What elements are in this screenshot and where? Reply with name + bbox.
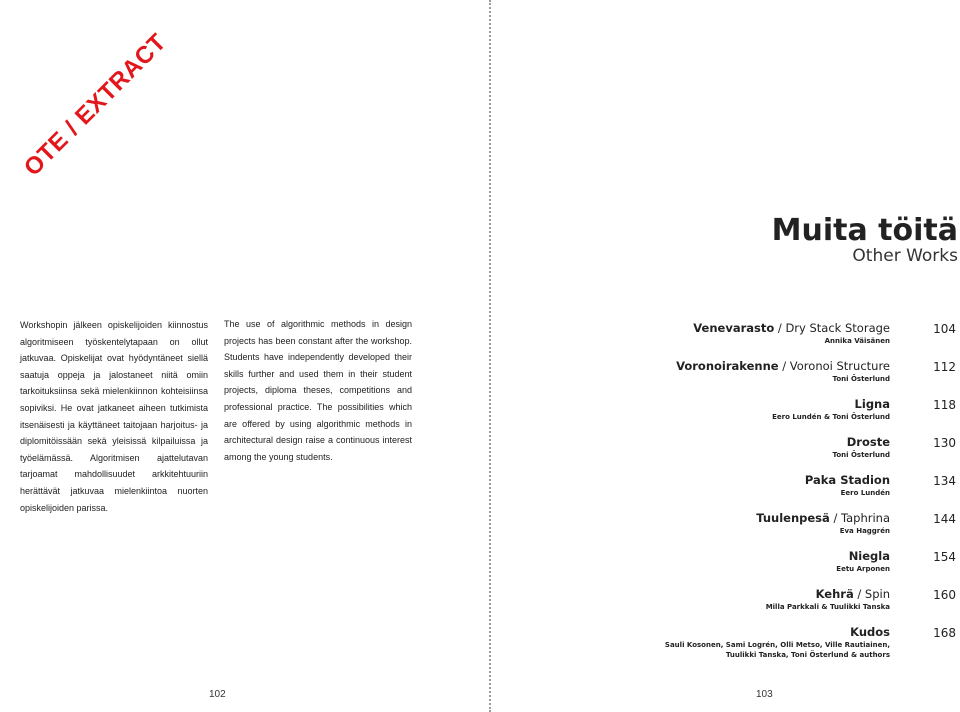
toc-page-number: 118 <box>933 398 956 412</box>
toc-title-finnish: Kehrä <box>815 587 854 601</box>
toc-entry-title: Kehrä / Spin <box>815 587 890 601</box>
toc-entry[interactable] <box>640 359 958 399</box>
toc-page-number: 112 <box>933 360 956 374</box>
toc-authors: Eetu Arponen <box>836 565 890 573</box>
body-text-finnish: Workshopin jälkeen opiskelijoiden kiinnostus algoritmiseen työskentelytapaan on ollut jatkuvaa. Opiskelijat ovat hyödyntäneet siellä saatuja oppeja ja jalostaneet niitä omiin tarkoituksiinsa sekä mielenkiinnon kohteisiinsa sopiviksi. He ovat jatkaneet aiheen tutkimista itsenäisesti ja käyttäneet taitojaan harjoitus- ja diplomitöissään sekä yleisissä kilpailuissa ja työelämässä. Algoritmisen ajattelutavan tarjoamat mahdollisuudet arkkitehtuuriin herättävät jatkuvaa mielenkiintoa nuorten opiskelijoiden parissa. <box>20 320 208 513</box>
page-spine-divider <box>489 0 491 712</box>
toc-page-number: 144 <box>933 512 956 526</box>
toc-title-english: Dry Stack Storage <box>785 321 890 335</box>
toc-title-finnish: Kudos <box>850 625 890 639</box>
toc-entry[interactable] <box>640 549 958 589</box>
toc-authors: Sauli Kosonen, Sami Logrén, Olli Metso, Ville Rautiainen, Tuulikki Tanska, Toni Österlund & authors <box>664 641 890 659</box>
toc-authors: Eero Lundén <box>840 489 890 497</box>
toc-page-number: 130 <box>933 436 956 450</box>
toc-entry-title <box>850 625 890 639</box>
section-title-english: Other Works <box>852 246 958 266</box>
toc-title-finnish: Ligna <box>854 397 890 411</box>
toc-page-number: 104 <box>933 322 956 336</box>
toc-page-number: 154 <box>933 550 956 564</box>
toc-entry[interactable] <box>640 397 958 437</box>
toc-entry-title <box>805 473 890 487</box>
toc-entry[interactable] <box>640 625 958 665</box>
toc-title-finnish: Niegla <box>848 549 890 563</box>
toc-authors: Toni Österlund <box>832 375 890 383</box>
toc-entry[interactable] <box>640 321 958 361</box>
toc-entry-title: Voronoirakenne / Voronoi Structure <box>676 359 890 373</box>
extract-stamp: OTE / EXTRACT <box>18 28 172 182</box>
toc-title-finnish: Voronoirakenne <box>676 359 779 373</box>
toc-entry[interactable] <box>640 587 958 627</box>
toc-entry[interactable] <box>640 473 958 513</box>
toc-page-number: 168 <box>933 626 956 640</box>
toc-entry[interactable] <box>640 435 958 475</box>
toc-authors: Milla Parkkali & Tuulikki Tanska <box>765 603 890 611</box>
toc-title-english: Spin <box>864 587 890 601</box>
toc-entry-title: Venevarasto / Dry Stack Storage <box>693 321 890 335</box>
toc-entry-title <box>849 549 890 563</box>
toc-authors: Eva Haggrén <box>839 527 890 535</box>
toc-title-finnish: Venevarasto <box>693 321 775 335</box>
page-number-right: 103 <box>756 689 773 700</box>
toc-authors: Eero Lundén & Toni Österlund <box>772 413 890 421</box>
page-number-left: 102 <box>209 689 226 700</box>
section-title-finnish: Muita töitä <box>771 213 958 248</box>
toc-entry-title: Tuulenpesä / Taphrina <box>756 511 890 525</box>
toc-page-number: 160 <box>933 588 956 602</box>
toc-title-finnish: Tuulenpesä <box>756 511 830 525</box>
toc-authors: Annika Väisänen <box>824 337 890 345</box>
toc-entry-title <box>855 397 890 411</box>
body-text-english: The use of algorithmic methods in design projects has been constant after the workshop. Students have independently developed their skills further and used them in their student projects, diploma theses, competitions and professional practice. The possibilities which are offered by using algorithmic methods in architectural design raise a continuous interest among the young students. <box>224 319 412 462</box>
toc-title-finnish: Paka Stadion <box>804 473 890 487</box>
toc-page-number: 134 <box>933 474 956 488</box>
toc-entry-title <box>847 435 890 449</box>
toc-title-finnish: Droste <box>846 435 890 449</box>
toc-title-english: Taphrina <box>840 511 890 525</box>
toc-authors: Toni Österlund <box>832 451 890 459</box>
toc-entry[interactable] <box>640 511 958 551</box>
toc-title-english: Voronoi Structure <box>789 359 890 373</box>
